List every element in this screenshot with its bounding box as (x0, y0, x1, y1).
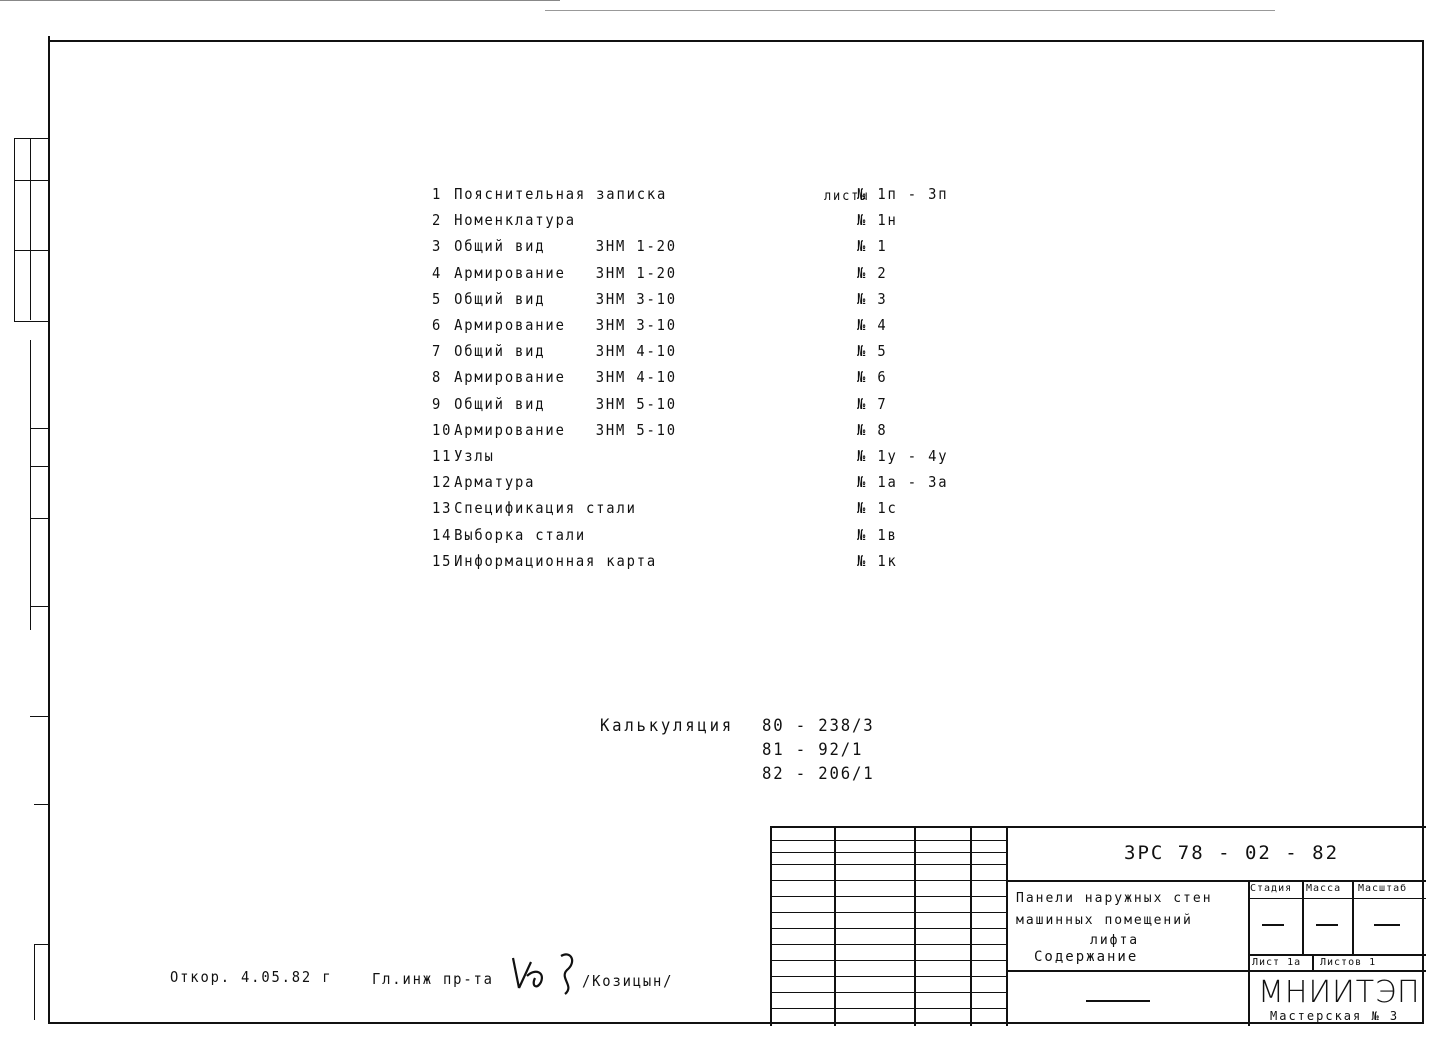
grid-col (970, 828, 972, 1026)
left-margin-col-lower (30, 340, 31, 630)
title-line-2: машинных помещений (1016, 913, 1193, 928)
grid-row-line (772, 840, 1008, 841)
empty-cell-dash (1086, 1000, 1150, 1002)
contents-row-name: Армирование (454, 263, 566, 282)
contents-row (432, 551, 947, 578)
grid-row-line (772, 852, 1008, 853)
contents-row-sheet: № 1в (857, 525, 898, 544)
stage-header: Стадия (1250, 883, 1293, 894)
contents-row-code: 3НМ 3-10 (595, 289, 677, 308)
contents-row-name: Армирование (454, 368, 566, 387)
contents-row-name: Арматура (454, 473, 536, 492)
contents-row (432, 289, 947, 316)
grid-col (1006, 828, 1008, 1026)
contents-row-code: 3НМ 4-10 (595, 342, 677, 361)
contents-row-number: 9 (432, 394, 443, 413)
contents-row-code: 3НМ 4-10 (595, 368, 677, 387)
grid-row-line (772, 912, 1008, 913)
contents-row-code: 3НМ 3-10 (595, 316, 677, 334)
stage-col (1302, 880, 1304, 954)
stage-col (1352, 880, 1354, 954)
contents-row-sheet: № 1 (857, 237, 888, 256)
contents-row-sheet: № 6 (857, 368, 888, 387)
contents-row (432, 394, 947, 421)
mass-value-dash (1316, 924, 1338, 926)
chief-engineer-label: Гл.инж пр-та (372, 970, 494, 988)
contents-row-sheet: № 1с (857, 499, 898, 518)
contents-row-name: Пояснительная записка (454, 185, 668, 203)
calculation-line: 81 - 92/1 (762, 740, 864, 760)
frame-top (50, 40, 1424, 42)
contents-row-number: 10 (432, 420, 453, 439)
left-margin-box-upper (14, 138, 49, 322)
sheets-column-label: листы (824, 189, 870, 204)
grid-row-line (772, 1008, 1008, 1009)
stage-value-dash (1262, 924, 1284, 926)
left-margin-tick (30, 466, 48, 467)
grid-row-line (772, 896, 1008, 897)
mass-header: Масса (1306, 883, 1342, 894)
contents-row (432, 501, 947, 525)
grid-row-line (772, 992, 1008, 993)
left-margin-tick (30, 428, 48, 429)
left-margin-tick (30, 716, 48, 717)
chief-engineer-name: /Козицын/ (582, 972, 674, 990)
contents-row (432, 420, 947, 447)
title-line-3: лифта (1090, 933, 1140, 948)
checked-note: Откор. 4.05.82 г (170, 968, 333, 986)
contents-row-sheet: № 4 (857, 316, 888, 334)
sheet-col (1312, 954, 1314, 970)
contents-row-name: Общий вид (454, 237, 546, 256)
contents-row-name: Общий вид (454, 289, 546, 308)
sheet-bottom (1248, 970, 1426, 972)
contents-row (432, 475, 947, 499)
contents-row-sheet: № 1к (857, 551, 898, 570)
calculation-label: Калькуляция (600, 716, 734, 736)
contents-row-number: 3 (432, 237, 443, 256)
document-code: 3РС 78 - 02 - 82 (1124, 842, 1340, 864)
contents-row (432, 370, 947, 394)
scale-value-dash (1374, 924, 1400, 926)
contents-row-sheet: № 1а - 3а (857, 473, 949, 492)
grid-row-line (772, 944, 1008, 945)
contents-row-name: Выборка стали (454, 525, 587, 544)
top-edge-line (0, 0, 560, 1)
title-block (770, 826, 1426, 1026)
stage-header-divider (1248, 898, 1426, 899)
left-margin-tick (34, 944, 48, 945)
contents-row (432, 318, 947, 342)
top-edge-line-2 (545, 10, 1275, 11)
contents-row-name: Информационная карта (454, 551, 658, 570)
subtitle: Содержание (1034, 949, 1139, 965)
contents-row-sheet: № 1у - 4у (857, 447, 949, 465)
stage-bottom (1248, 954, 1426, 956)
contents-row-number: 13 (432, 499, 453, 518)
contents-row-number: 7 (432, 342, 443, 361)
contents-row-sheet: № 5 (857, 342, 888, 361)
left-margin-tick (34, 804, 48, 805)
contents-row-name: Общий вид (454, 394, 546, 413)
contents-row-number: 15 (432, 551, 453, 570)
contents-row-number: 12 (432, 473, 453, 492)
workshop: Мастерская № 3 (1270, 1009, 1400, 1023)
contents-row-sheet: № 1п - 3п (857, 185, 949, 203)
contents-row-sheet: № 1н (857, 211, 898, 230)
grid-row-line (772, 928, 1008, 929)
contents-row-name: Армирование (454, 420, 566, 439)
contents-row-number: 4 (432, 263, 443, 282)
contents-row-name: Узлы (454, 447, 495, 465)
code-divider (1008, 880, 1426, 882)
contents-row-number: 8 (432, 368, 443, 387)
contents-row-number: 1 (432, 185, 443, 203)
left-margin-col-bottom (34, 944, 35, 1020)
grid-row-line (772, 880, 1008, 881)
contents-row-code: 3НМ 1-20 (595, 237, 677, 256)
grid-row-line (772, 960, 1008, 961)
grid-col (914, 828, 916, 1026)
contents-row-code: 3НМ 5-10 (595, 420, 677, 439)
grid-col (834, 828, 836, 1026)
left-margin-divider (14, 250, 48, 251)
contents-row-number: 6 (432, 316, 443, 334)
contents-row (432, 213, 947, 237)
title-line-1: Панели наружных стен (1016, 891, 1213, 906)
contents-row-sheet: № 2 (857, 263, 888, 282)
contents-row-code: 3НМ 5-10 (595, 394, 677, 413)
contents-row-number: 14 (432, 525, 453, 544)
contents-row-number: 2 (432, 211, 443, 230)
contents-row-number: 11 (432, 447, 453, 465)
sheets-label: Листов 1 (1320, 957, 1377, 968)
grid-row-line (772, 864, 1008, 865)
left-margin-col (30, 138, 31, 320)
stage-block-left (1248, 880, 1250, 1026)
contents-row-name: Армирование (454, 316, 566, 334)
organization: МНИИТЭП (1258, 975, 1421, 1010)
contents-row (432, 344, 947, 368)
left-margin-divider (14, 180, 48, 181)
grid-row-line (772, 976, 1008, 977)
contents-row (432, 449, 947, 473)
contents-row (432, 263, 947, 290)
scale-header: Масштаб (1358, 883, 1408, 894)
contents-row-name: Спецификация стали (454, 499, 637, 518)
contents-row-sheet: № 7 (857, 394, 888, 413)
left-margin-tick (30, 518, 48, 519)
contents-row-sheet: № 3 (857, 289, 888, 308)
handwritten-signature (505, 948, 589, 998)
calculation-line: 80 - 238/3 (762, 716, 875, 736)
contents-row-name: Номенклатура (454, 211, 576, 230)
contents-row-number: 5 (432, 289, 443, 308)
contents-row-name: Общий вид (454, 342, 546, 361)
calculation-line: 82 - 206/1 (762, 764, 875, 784)
contents-row (432, 525, 947, 552)
contents-row-code: 3НМ 1-20 (595, 263, 677, 282)
left-margin-tick (30, 606, 48, 607)
sheet-label: Лист 1а (1252, 957, 1302, 968)
contents-row (432, 239, 947, 263)
contents-row (432, 187, 947, 211)
contents-row-sheet: № 8 (857, 420, 888, 439)
title-divider (1008, 970, 1248, 972)
